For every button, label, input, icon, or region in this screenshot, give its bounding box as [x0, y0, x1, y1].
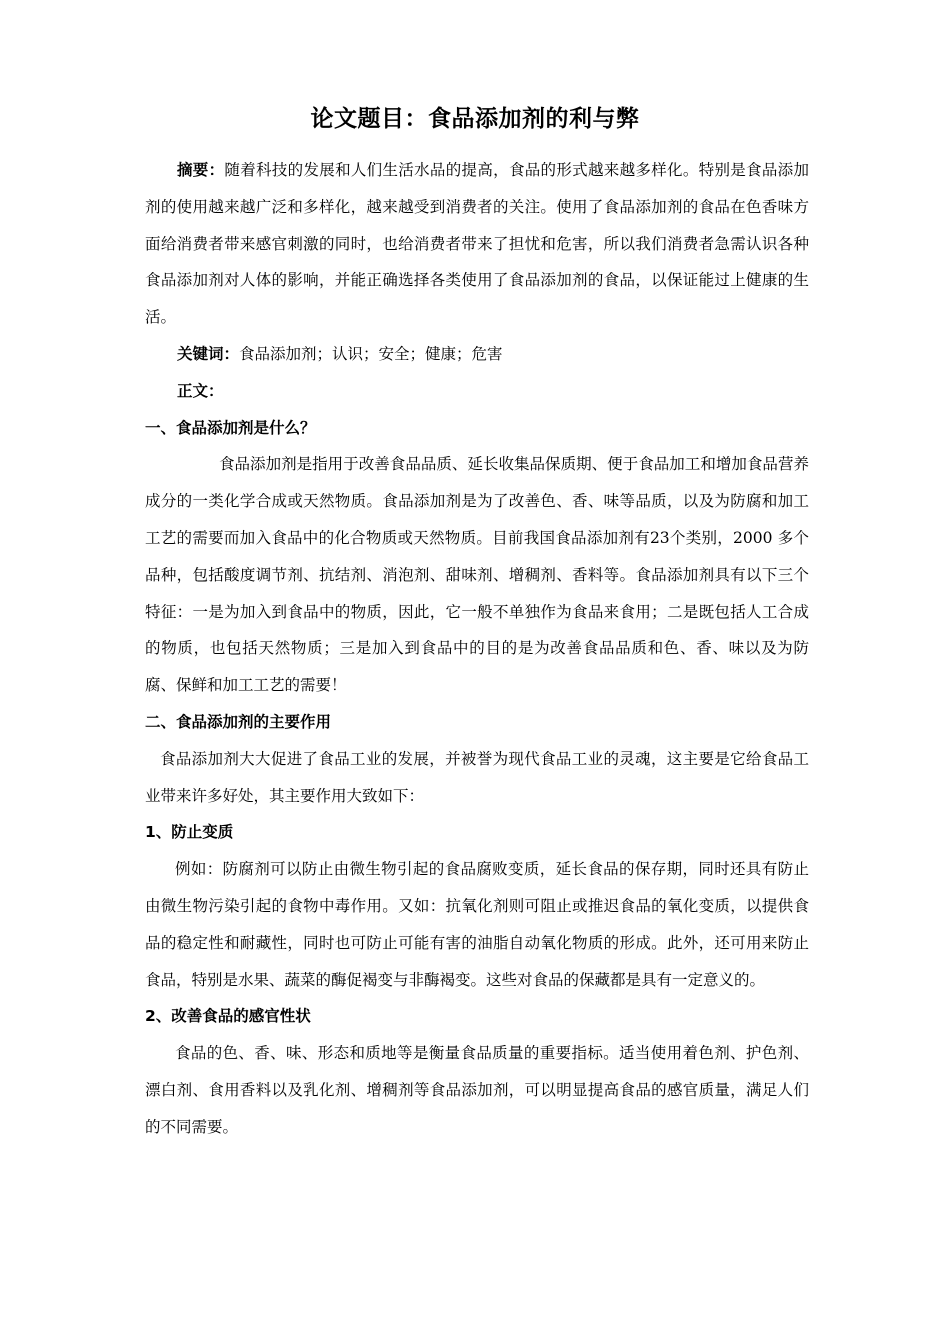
- section-2-1-heading: 1、防止变质: [145, 823, 234, 842]
- section-2-heading: 二、食品添加剂的主要作用: [145, 712, 332, 731]
- section-2-2-heading: 2、改善食品的感官性状: [145, 1007, 311, 1026]
- abstract-text: 随着科技的发展和人们生活水品的提高，食品的形式越来越多样化。特别是食品添加剂的使用越来越广泛和多样化，越来越受到消费者的关注。使用了食品添加剂的食品在色香味方面给消费者带来感官刺激的同时，也给消费者带来了担忧和危害，所以我们消费者急需认识各种食品添加剂对人体的影响，并能正确选择各类使用了食品添加剂的食品，以保证能过上健康的生活。: [145, 161, 809, 327]
- keywords-text: 食品添加剂；认识；安全；健康；危害: [239, 344, 503, 363]
- keywords-paragraph: [145, 336, 809, 373]
- main-text-label: 正文：: [177, 381, 224, 400]
- section-1-paragraph: 食品添加剂是指用于改善食品品质、延长收集品保质期、便于食品加工和增加食品营养成分的一类化学合成或天然物质。食品添加剂是为了改善色、香、味等品质，以及为防腐和加工工艺的需要而加入食品中的化合物质或天然物质。目前我国食品添加剂有23个类别，2000 多个品种，包括酸度调节剂、抗结剂、消泡剂、甜味剂、增稠剂、香料等。食品添加剂具有以下三个特征：一是为加入到食品中的物质，因此，它一般不单独作为食品来食用；二是既包括人工合成的物质，也包括天然物质；三是加入到食品中的目的是为改善食品品质和色、香、味以及为防腐、保鲜和加工工艺的需要！: [145, 455, 809, 695]
- paper-title: 论文题目：食品添加剂的利与弊: [310, 106, 640, 132]
- section-2-1-paragraph: 例如：防腐剂可以防止由微生物引起的食品腐败变质，延长食品的保存期，同时还具有防止由微生物污染引起的食物中毒作用。又如：抗氧化剂则可阻止或推迟食品的氧化变质，以提供食品的稳定性和耐藏性，同时也可防止可能有害的油脂自动氧化物质的形成。此外，还可用来防止食品，特别是水果、蔬菜的酶促褐变与非酶褐变。这些对食品的保藏都是具有一定意义的。: [145, 860, 809, 989]
- paper-body: [145, 152, 809, 1146]
- section-2-paragraph: 食品添加剂大大促进了食品工业的发展，并被誉为现代食品工业的灵魂，这主要是它给食品工业带来许多好处，其主要作用大致如下：: [145, 749, 809, 805]
- abstract-paragraph: [145, 152, 809, 336]
- section-1-heading: 一、食品添加剂是什么？: [145, 418, 316, 437]
- keywords-label: 关键词：: [177, 344, 240, 363]
- abstract-label: 摘要：: [177, 161, 225, 179]
- section-2-2-paragraph: 食品的色、香、味、形态和质地等是衡量食品质量的重要指标。适当使用着色剂、护色剂、漂白剂、食用香料以及乳化剂、增稠剂等食品添加剂，可以明显提高食品的感官质量，满足人们的不同需要。: [145, 1044, 809, 1136]
